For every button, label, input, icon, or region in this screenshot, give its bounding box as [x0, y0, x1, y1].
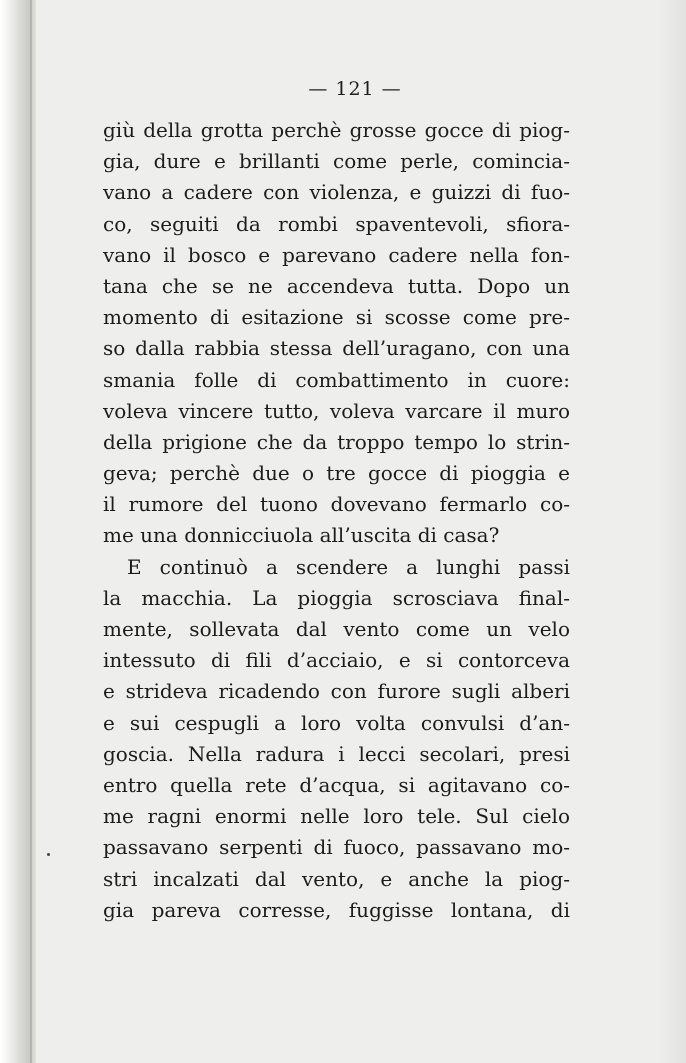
- text-line: gia, dure e brillanti come perle, comincia-: [103, 149, 570, 174]
- text-line: so dalla rabbia stessa dell’uragano, con una: [103, 336, 570, 361]
- text-line: tana che se ne accendeva tutta. Dopo un: [103, 273, 570, 298]
- text-line: smania folle di combattimento in cuore:: [103, 367, 570, 392]
- text-line: gia pareva corresse, fuggisse lontana, di: [103, 897, 570, 922]
- text-line: entro quella rete d’acqua, si agitavano co-: [103, 772, 570, 797]
- text-line: mente, sollevata dal vento come un velo: [103, 617, 570, 641]
- text-line: e sui cespugli a loro volta convulsi d’an-: [103, 710, 570, 735]
- text-line: goscia. Nella radura i lecci secolari, presi: [103, 741, 570, 766]
- text-line: e strideva ricadendo con furore sugli alberi: [103, 679, 570, 704]
- text-line: la macchia. La pioggia scrosciava final-: [103, 585, 570, 610]
- paragraph-first-line: E continuò a scendere a lunghi passi: [127, 554, 570, 579]
- text-line: momento di esitazione si scosse come pre-: [103, 305, 570, 330]
- text-line: della prigione che da troppo tempo lo strin-: [103, 429, 570, 454]
- text-line: voleva vincere tutto, voleva varcare il muro: [103, 398, 570, 423]
- text-line: co, seguiti da rombi spaventevoli, sfiora-: [103, 211, 570, 236]
- text-line: vano il bosco e parevano cadere nella fon-: [103, 242, 570, 267]
- text-line: il rumore del tuono dovevano fermarlo co-: [103, 492, 570, 517]
- text-line: me ragni enormi nelle loro tele. Sul cielo: [103, 804, 570, 829]
- text-line: giù della grotta perchè grosse gocce di piog-: [103, 118, 570, 142]
- text-line: stri incalzati dal vento, e anche la piog-: [103, 866, 570, 891]
- text-line: passavano serpenti di fuoco, passavano mo-: [103, 835, 570, 860]
- text-line: vano a cadere con violenza, e guizzi di fuo-: [103, 180, 570, 205]
- binding-shadow-line: [30, 0, 32, 1063]
- text-line: me una donnicciuola all’uscita di casa?: [103, 523, 500, 548]
- text-line: geva; perchè due o tre gocce di pioggia e: [103, 461, 570, 486]
- page-right-shade: [658, 0, 686, 1063]
- body-text: [103, 115, 570, 926]
- page-number: — 121 —: [308, 78, 402, 100]
- text-line: intessuto di fili d’acciaio, e si contorceva: [103, 648, 570, 673]
- ink-speck: [47, 853, 50, 856]
